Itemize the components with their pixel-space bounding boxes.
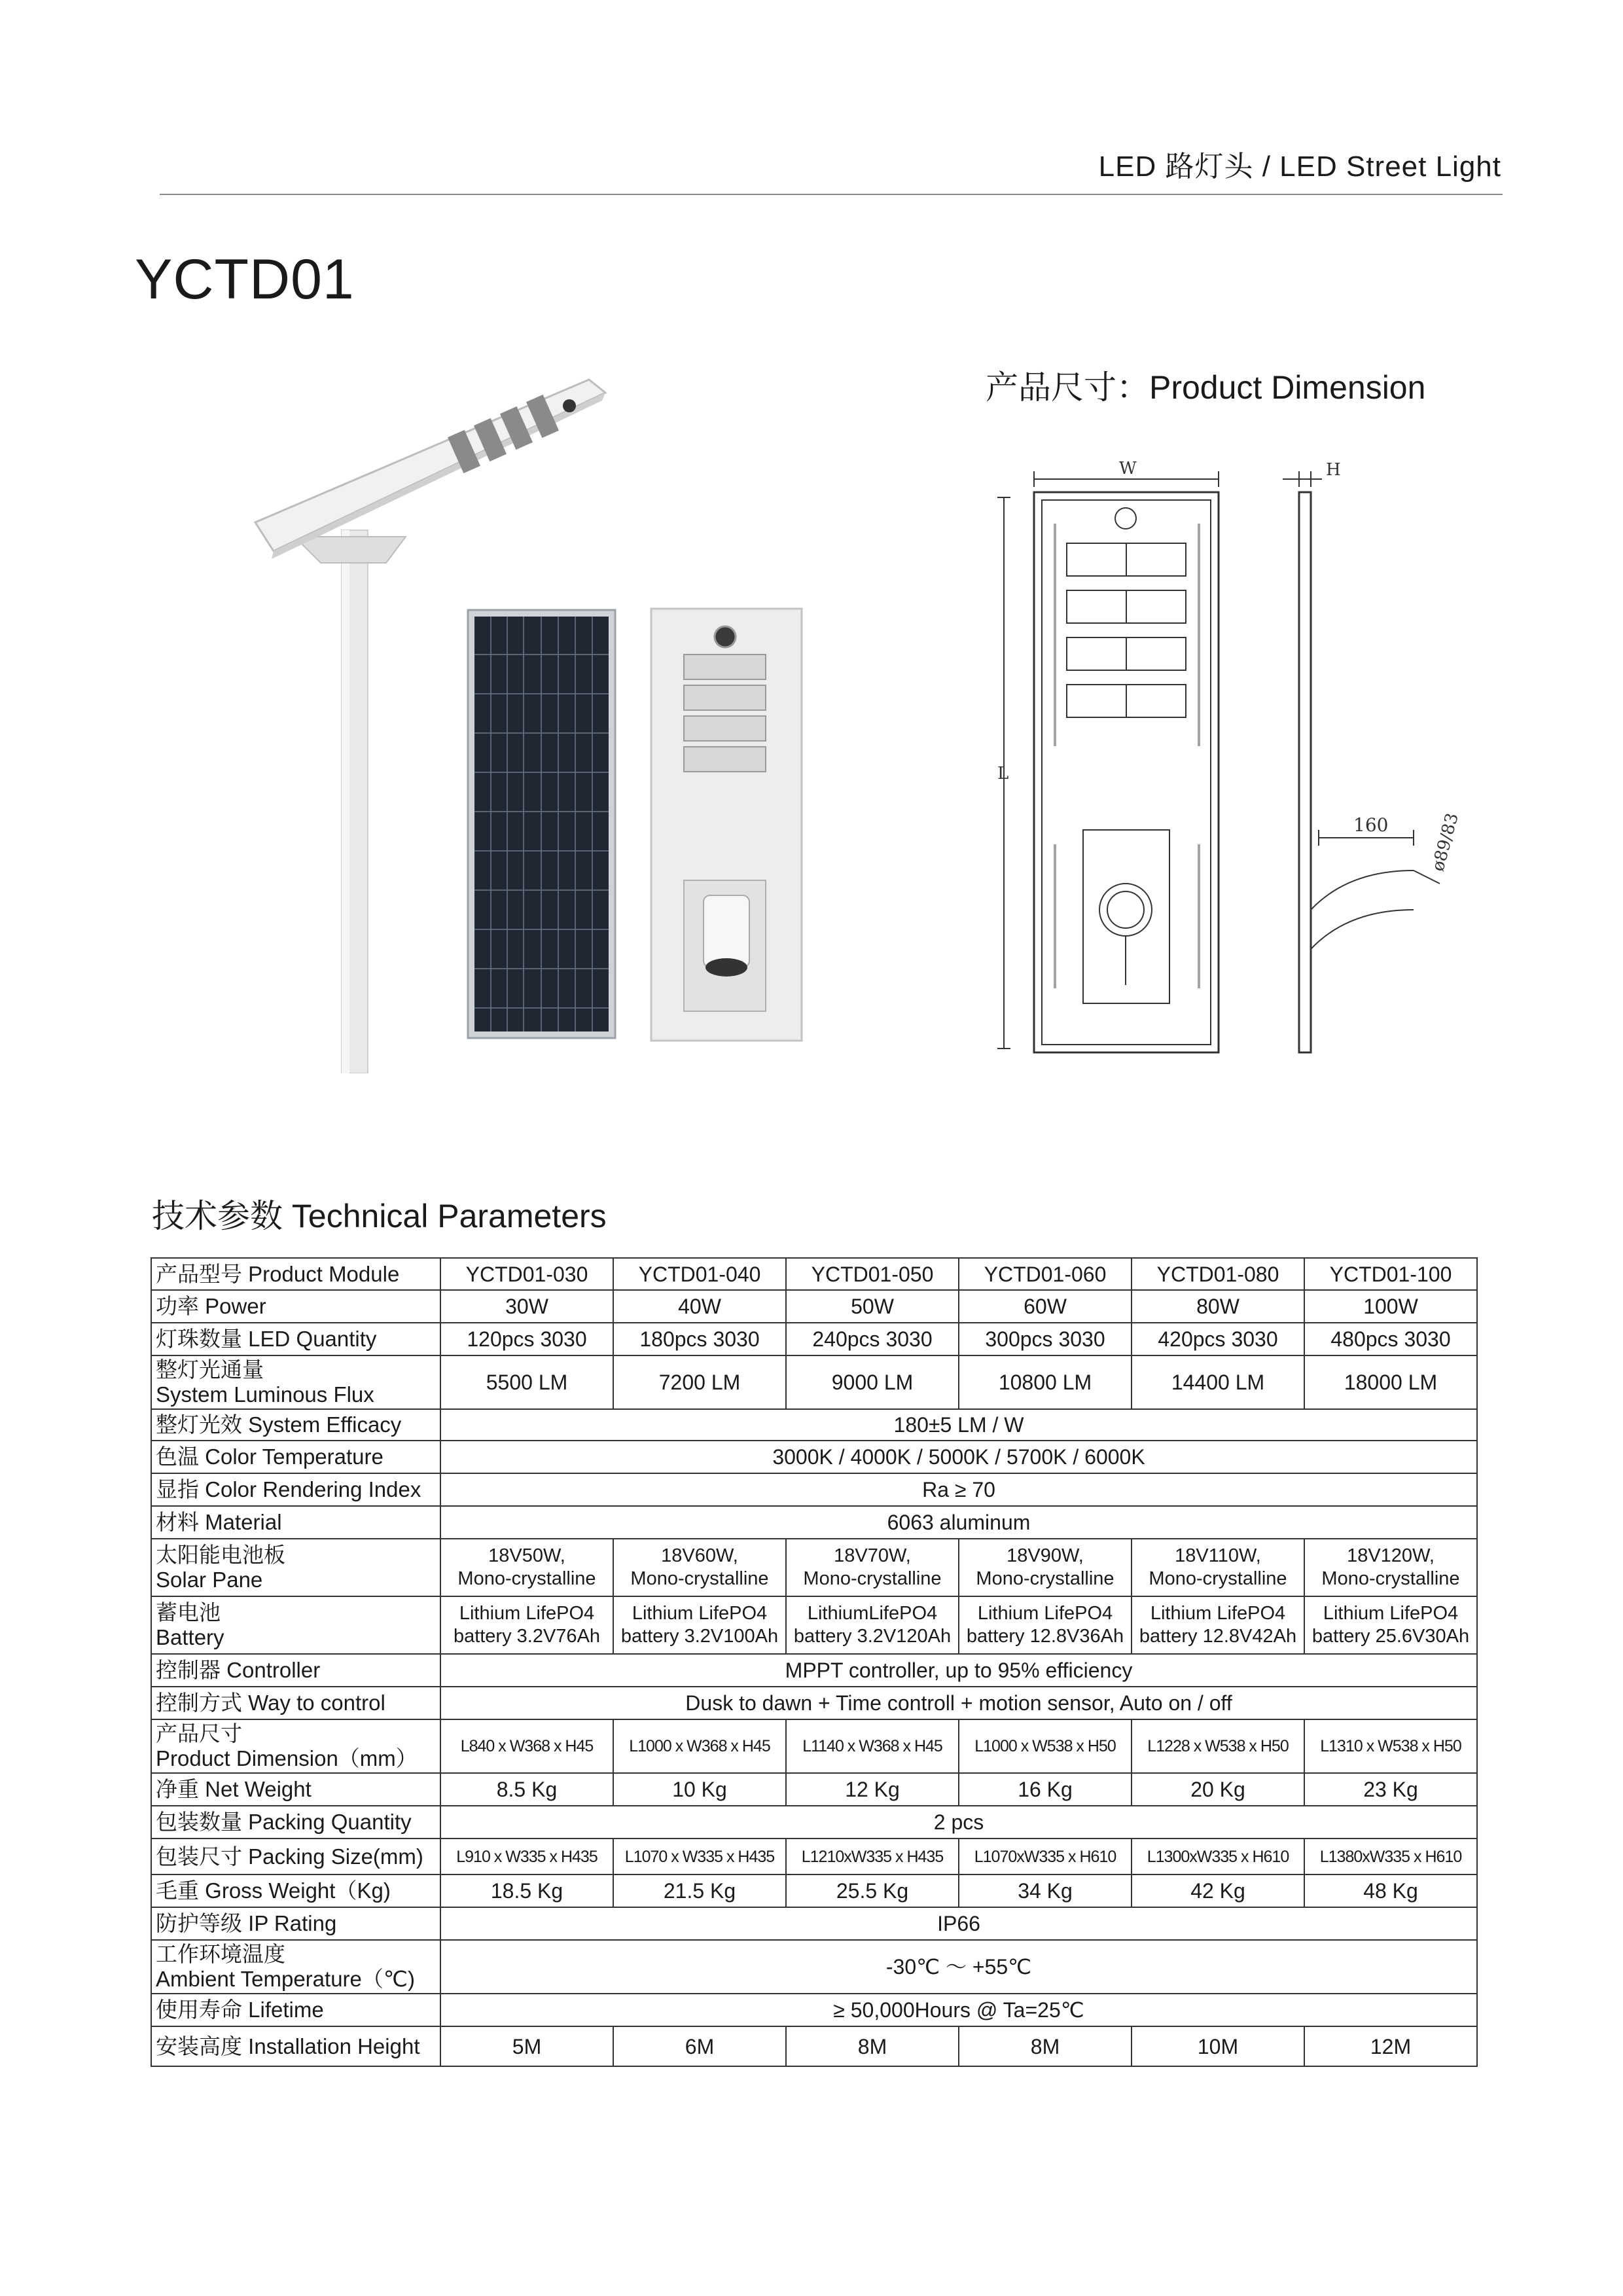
spec-value: 10M — [1132, 2026, 1304, 2066]
spec-value: 18000 LM — [1304, 1355, 1477, 1409]
spec-value: YCTD01-030 — [440, 1258, 613, 1290]
spec-value: 20 Kg — [1132, 1773, 1304, 1806]
spec-value-line: battery 12.8V36Ah — [966, 1626, 1124, 1647]
spec-value-line: battery 3.2V120Ah — [793, 1626, 952, 1647]
spec-label-line: 产品型号 Product Module — [156, 1261, 400, 1286]
spec-value: 7200 LM — [613, 1355, 786, 1409]
spec-value-span: 6063 aluminum — [440, 1506, 1477, 1539]
spec-value — [959, 1539, 1132, 1596]
spec-value-line: Lithium LifePO4 — [1150, 1603, 1286, 1624]
tech-params-title: 技术参数 Technical Parameters — [152, 1198, 607, 1234]
spec-label-line: 整灯光通量 — [156, 1357, 264, 1382]
spec-row — [151, 1874, 1477, 1907]
spec-value-line: Lithium LifePO4 — [977, 1603, 1113, 1624]
spec-value-line: battery 25.6V30Ah — [1311, 1626, 1470, 1647]
solar-panel — [468, 610, 615, 1038]
spec-value: 23 Kg — [1304, 1773, 1477, 1806]
spec-row — [151, 1409, 1477, 1441]
spec-label-line: System Luminous Flux — [156, 1382, 374, 1407]
spec-value: 120pcs 3030 — [440, 1323, 613, 1355]
spec-value: L1070 x W335 x H435 — [613, 1839, 786, 1874]
dim-label-h: H — [1326, 460, 1341, 480]
spec-value-span: 3000K / 4000K / 5000K / 5700K / 6000K — [440, 1441, 1477, 1473]
spec-row — [151, 1539, 1477, 1596]
spec-value: 420pcs 3030 — [1132, 1323, 1304, 1355]
spec-value: 10 Kg — [613, 1773, 786, 1806]
product-photo — [196, 367, 825, 1073]
spec-value — [1304, 1596, 1477, 1654]
spec-row — [151, 1441, 1477, 1473]
spec-label-line: Battery — [156, 1625, 224, 1649]
spec-value: YCTD01-100 — [1304, 1258, 1477, 1290]
spec-label-line: 灯珠数量 LED Quantity — [156, 1327, 377, 1351]
spec-value: YCTD01-080 — [1132, 1258, 1304, 1290]
spec-label-line: 功率 Power — [156, 1294, 266, 1318]
spec-value: 42 Kg — [1132, 1874, 1304, 1907]
spec-label — [151, 1654, 440, 1687]
spec-value: L1300xW335 x H610 — [1132, 1839, 1304, 1874]
spec-value-line: Lithium LifePO4 — [1323, 1603, 1459, 1624]
spec-label-line: 太阳能电池板 — [156, 1543, 285, 1567]
spec-value: L1000 x W538 x H50 — [959, 1719, 1132, 1773]
spec-row — [151, 2026, 1477, 2066]
spec-value: 5500 LM — [440, 1355, 613, 1409]
spec-row — [151, 1839, 1477, 1874]
spec-label-line: 显指 Color Rendering Index — [156, 1477, 421, 1501]
spec-value: L1310 x W538 x H50 — [1304, 1719, 1477, 1773]
spec-value: 34 Kg — [959, 1874, 1132, 1907]
spec-label-line: 蓄电池 — [156, 1600, 221, 1624]
dim-label-pole: ø89/83 — [1428, 811, 1463, 874]
spec-label — [151, 1874, 440, 1907]
dim-label-l: L — [997, 764, 1009, 783]
spec-value — [440, 1539, 613, 1596]
spec-value-line: Mono-crystalline — [803, 1568, 942, 1589]
spec-value: L1380xW335 x H610 — [1304, 1839, 1477, 1874]
spec-value: 5M — [440, 2026, 613, 2066]
spec-row — [151, 1806, 1477, 1839]
spec-label — [151, 1258, 440, 1290]
header-divider — [160, 194, 1503, 195]
spec-value: 240pcs 3030 — [786, 1323, 959, 1355]
spec-value: 8M — [959, 2026, 1132, 2066]
spec-label-line: 控制方式 Way to control — [156, 1691, 385, 1715]
spec-value — [613, 1539, 786, 1596]
light-head-angled — [255, 380, 605, 559]
spec-value-span: MPPT controller, up to 95% efficiency — [440, 1654, 1477, 1687]
dim-label-arm: 160 — [1353, 814, 1389, 836]
spec-value-line: 18V50W, — [488, 1545, 565, 1566]
spec-value: 80W — [1132, 1290, 1304, 1323]
spec-value-span: -30℃ ～ +55℃ — [440, 1940, 1477, 1994]
spec-row — [151, 1290, 1477, 1323]
spec-label — [151, 1441, 440, 1473]
spec-label — [151, 1290, 440, 1323]
spec-value: L1140 x W368 x H45 — [786, 1719, 959, 1773]
spec-value: L910 x W335 x H435 — [440, 1839, 613, 1874]
spec-label-line: 净重 Net Weight — [156, 1777, 312, 1801]
spec-value: 60W — [959, 1290, 1132, 1323]
spec-row — [151, 1355, 1477, 1409]
dimension-drawing — [982, 452, 1479, 1080]
spec-label — [151, 1994, 440, 2026]
spec-value: 48 Kg — [1304, 1874, 1477, 1907]
spec-value: YCTD01-060 — [959, 1258, 1132, 1290]
spec-label-line: 工作环境温度 — [156, 1942, 285, 1966]
spec-value-line: 18V60W, — [661, 1545, 738, 1566]
spec-value-line: battery 12.8V42Ah — [1139, 1626, 1297, 1647]
spec-label-line: 整灯光效 System Efficacy — [156, 1412, 402, 1437]
spec-label — [151, 1323, 440, 1355]
spec-value-line: Lithium LifePO4 — [459, 1603, 595, 1624]
spec-value-line: 18V90W, — [1007, 1545, 1084, 1566]
spec-value — [959, 1596, 1132, 1654]
spec-value: YCTD01-050 — [786, 1258, 959, 1290]
spec-label-line: 防护等级 IP Rating — [156, 1911, 337, 1935]
spec-value: 9000 LM — [786, 1355, 959, 1409]
spec-value: L1228 x W538 x H50 — [1132, 1719, 1304, 1773]
spec-value — [786, 1539, 959, 1596]
spec-label — [151, 1596, 440, 1654]
spec-value: L1000 x W368 x H45 — [613, 1719, 786, 1773]
spec-value-span: ≥ 50,000Hours @ Ta=25℃ — [440, 1994, 1477, 2026]
spec-value-line: battery 3.2V76Ah — [453, 1626, 601, 1647]
spec-value — [1132, 1539, 1304, 1596]
spec-value: L840 x W368 x H45 — [440, 1719, 613, 1773]
spec-value: 180pcs 3030 — [613, 1323, 786, 1355]
spec-value: 10800 LM — [959, 1355, 1132, 1409]
spec-value-line: battery 3.2V100Ah — [620, 1626, 779, 1647]
model-title: YCTD01 — [135, 248, 355, 311]
spec-label-line: 安装高度 Installation Height — [156, 2034, 420, 2058]
spec-label — [151, 1473, 440, 1506]
spec-label — [151, 1409, 440, 1441]
spec-label — [151, 1907, 440, 1940]
spec-label-line: 包装数量 Packing Quantity — [156, 1810, 412, 1834]
spec-value: 21.5 Kg — [613, 1874, 786, 1907]
spec-label-line: 使用寿命 Lifetime — [156, 1998, 324, 2022]
spec-value — [1132, 1596, 1304, 1654]
spec-label-line: Ambient Temperature（℃) — [156, 1967, 415, 1991]
spec-value: 14400 LM — [1132, 1355, 1304, 1409]
spec-value: 6M — [613, 2026, 786, 2066]
spec-label-line: 产品尺寸 — [156, 1721, 242, 1746]
spec-value-span: 2 pcs — [440, 1806, 1477, 1839]
spec-label — [151, 1355, 440, 1409]
spec-value — [440, 1596, 613, 1654]
spec-value: 100W — [1304, 1290, 1477, 1323]
spec-value — [613, 1596, 786, 1654]
spec-row — [151, 1994, 1477, 2026]
spec-row — [151, 1506, 1477, 1539]
spec-label-line: 材料 Material — [156, 1510, 282, 1534]
dim-label-w: W — [1119, 459, 1137, 478]
spec-label — [151, 1839, 440, 1874]
spec-value-line: Mono-crystalline — [976, 1568, 1115, 1589]
spec-row — [151, 1323, 1477, 1355]
spec-value: 12M — [1304, 2026, 1477, 2066]
spec-value: YCTD01-040 — [613, 1258, 786, 1290]
spec-label — [151, 2026, 440, 2066]
spec-row — [151, 1907, 1477, 1940]
spec-row — [151, 1258, 1477, 1290]
spec-value: 18.5 Kg — [440, 1874, 613, 1907]
spec-value — [786, 1596, 959, 1654]
spec-label — [151, 1806, 440, 1839]
spec-value-line: Mono-crystalline — [1149, 1568, 1287, 1589]
spec-value-line: Mono-crystalline — [630, 1568, 769, 1589]
dimension-title: 产品尺寸：Product Dimension — [986, 369, 1426, 406]
spec-value-line: Lithium LifePO4 — [632, 1603, 768, 1624]
spec-value-line: 18V110W, — [1175, 1545, 1261, 1566]
spec-value-line: 18V120W, — [1347, 1545, 1435, 1566]
spec-label — [151, 1719, 440, 1773]
spec-label — [151, 1940, 440, 1994]
spec-value: 50W — [786, 1290, 959, 1323]
spec-row — [151, 1687, 1477, 1719]
spec-label-line: 包装尺寸 Packing Size(mm) — [156, 1844, 423, 1869]
spec-value: 30W — [440, 1290, 613, 1323]
header-title: LED 路灯头 / LED Street Light — [1098, 151, 1501, 183]
spec-row — [151, 1596, 1477, 1654]
spec-label-line: 色温 Color Temperature — [156, 1444, 383, 1469]
spec-row — [151, 1940, 1477, 1994]
spec-value-span: Ra ≥ 70 — [440, 1473, 1477, 1506]
spec-label — [151, 1539, 440, 1596]
spec-value-line: 18V70W, — [834, 1545, 911, 1566]
spec-value: L1210xW335 x H435 — [786, 1839, 959, 1874]
spec-value-span: IP66 — [440, 1907, 1477, 1940]
spec-row — [151, 1654, 1477, 1687]
spec-value: 40W — [613, 1290, 786, 1323]
spec-value: 8.5 Kg — [440, 1773, 613, 1806]
spec-value-line: LithiumLifePO4 — [807, 1603, 938, 1624]
spec-value: L1070xW335 x H610 — [959, 1839, 1132, 1874]
spec-row — [151, 1773, 1477, 1806]
spec-row — [151, 1719, 1477, 1773]
spec-value-line: Mono-crystalline — [1321, 1568, 1460, 1589]
spec-value: 25.5 Kg — [786, 1874, 959, 1907]
spec-label-line: Product Dimension（mm） — [156, 1746, 418, 1770]
spec-value: 480pcs 3030 — [1304, 1323, 1477, 1355]
spec-label — [151, 1506, 440, 1539]
spec-table — [151, 1257, 1478, 2067]
spec-value: 12 Kg — [786, 1773, 959, 1806]
spec-label — [151, 1773, 440, 1806]
spec-label — [151, 1687, 440, 1719]
spec-value — [1304, 1539, 1477, 1596]
spec-value: 16 Kg — [959, 1773, 1132, 1806]
spec-value-span: Dusk to dawn + Time controll + motion sensor, Auto on / off — [440, 1687, 1477, 1719]
spec-value: 8M — [786, 2026, 959, 2066]
spec-row — [151, 1473, 1477, 1506]
spec-value-line: Mono-crystalline — [457, 1568, 596, 1589]
spec-value-span: 180±5 LM / W — [440, 1409, 1477, 1441]
spec-label-line: 控制器 Controller — [156, 1658, 321, 1682]
spec-label-line: Solar Pane — [156, 1568, 263, 1592]
spec-label-line: 毛重 Gross Weight（Kg) — [156, 1878, 391, 1903]
light-front-view — [651, 609, 802, 1041]
spec-value: 300pcs 3030 — [959, 1323, 1132, 1355]
